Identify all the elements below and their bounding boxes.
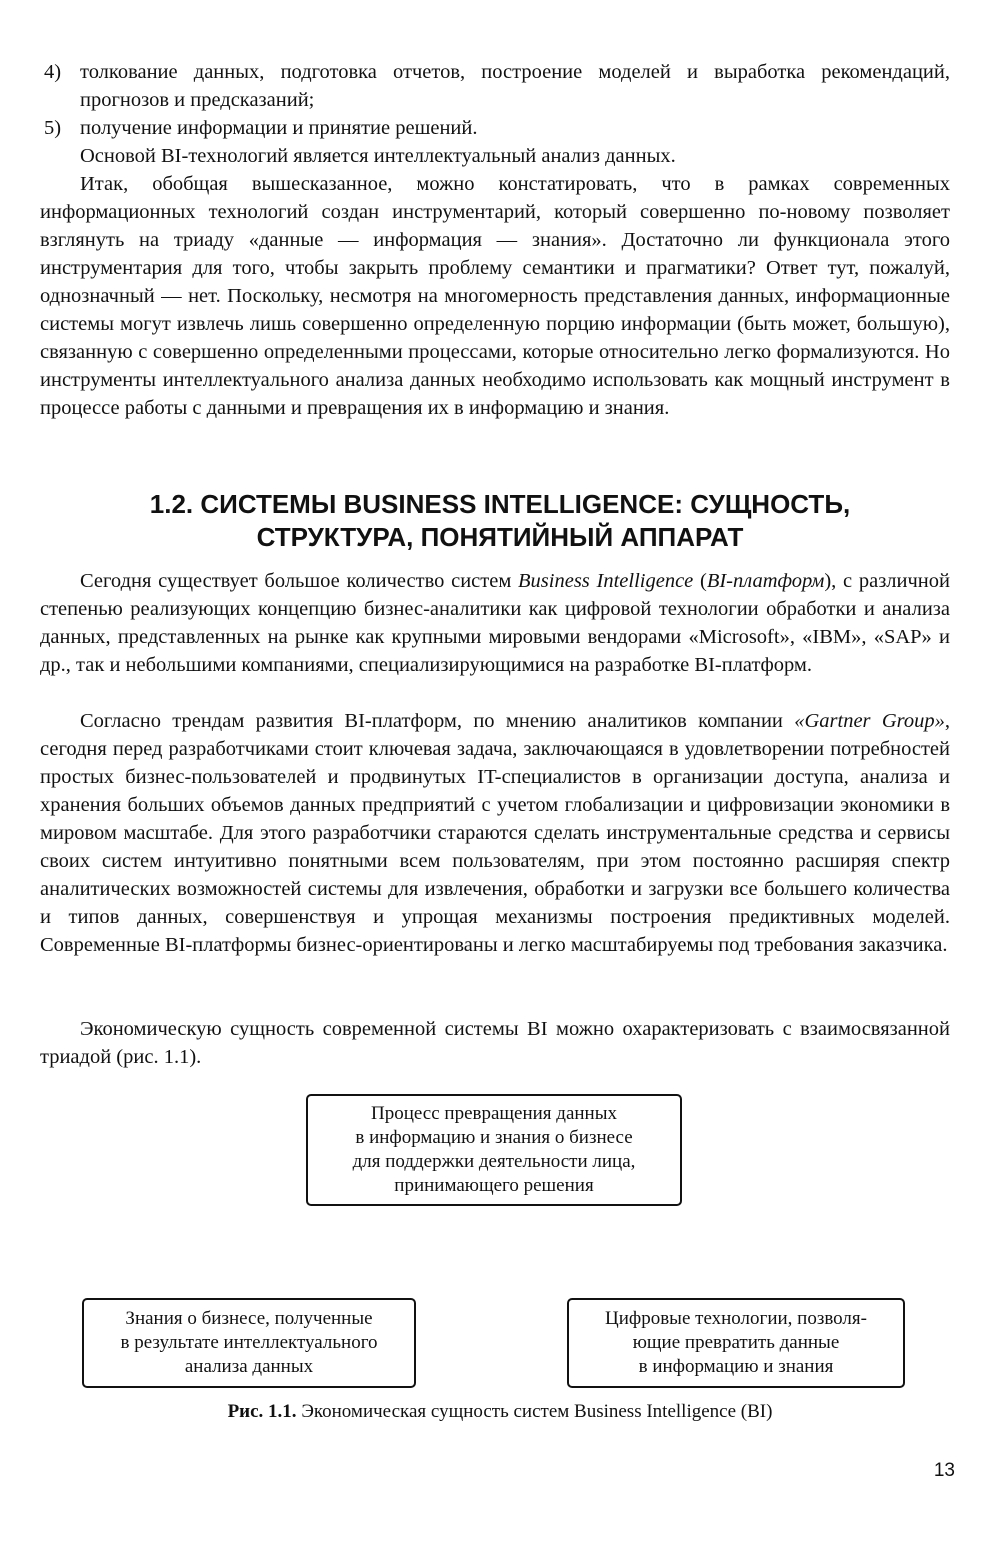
paragraph: Итак, обобщая вышесказанное, можно констатировать, что в рамках современных информационных технологий создан инструментарий, который совершенно по-новому позволяет взглянуть на триаду «данные — информация — знания». Достаточно ли функционала этого инструментария для того, чтобы закрыть проблему семантики и прагматики? Ответ тут, пожалуй, однозначный — нет. Поскольку, несмотря на многомерность представления данных, информационные системы могут извлечь лишь совершенно определенную порцию информации (быть может, большую), связанную с совершенно определенными процессами, которые относительно легко формализуются. Но инструменты интеллектуального анализа данных необходимо использовать как мощный инструмент в процессе работы с данными и превращения их в информацию и знания. [40,173,950,419]
box-line: в информацию и знания [638,1356,834,1377]
list-item-4 [44,58,950,114]
page-number: 13 [933,1460,955,1481]
box-line: для поддержки деятельности лица, [352,1151,636,1172]
heading-line: 1.2. СИСТЕМЫ BUSINESS INTELLIGENCE: СУЩНОСТЬ, [149,489,851,519]
italic-term: Business Intelligence [518,570,694,592]
box-line: Знания о бизнесе, полученные [125,1308,373,1329]
box-line: в результате интеллектуального [120,1332,378,1353]
text-run: ( [693,570,707,592]
text-run: Согласно трендам развития BI-платформ, по мнению аналитиков компании [80,710,795,732]
heading-line: СТРУКТУРА, ПОНЯТИЙНЫЙ АППАРАТ [256,522,744,552]
diagram-box-technologies [567,1298,905,1388]
diagram-box-knowledge [82,1298,416,1388]
text-run: ), с различной степенью реализующих концепцию бизнес-аналитики как цифровой технологии обработки и анализа данных, представленных на рынке как крупными мировыми вендорами «Microsoft», «IBM», «SAP» и др., так и небольшими компаниями, специализирующимися на разработке BI-платформ. [40,570,950,676]
text-run: , сегодня перед разработчиками стоит ключевая задача, заключающаяся в удовлетворении потребностей простых бизнес-пользователей и продвинутых IT-специалистов в организации доступа, анализа и хранения больших объемов данных предприятий с учетом глобализации и цифровизации экономики в мировом масштабе. Для этого разработчики стараются сделать инструментальные средства и сервисы своих систем интуитивно понятными всем пользователям, при этом постоянно расширяя спектр аналитических возможностей системы для извлечения, обработки и загрузки все большего количества и типов данных, совершенствуя и упрощая механизмы построения предиктивных моделей. Современные BI-платформы бизнес-ориентированы и легко масштабируемы под требования заказчика. [40,710,950,956]
italic-term: «Gartner Group» [794,710,945,732]
section-heading [40,488,960,554]
caption-label: Рис. 1.1. [227,1401,297,1422]
box-line: анализа данных [184,1356,314,1377]
box-line: Цифровые технологии, позволя- [605,1308,867,1329]
list-number: 4) [44,61,62,83]
paragraph [40,567,950,679]
list-item-text: получение информации и принятие решений. [80,117,478,139]
list-item-text: толкование данных, подготовка отчетов, построение моделей и выработка рекомендаций, прогнозов и предсказаний; [80,61,950,111]
paragraph: Экономическую сущность современной системы BI можно охарактеризовать с взаимосвязанной триадой (рис. 1.1). [40,1018,950,1068]
box-line: Процесс превращения данных [370,1103,617,1124]
italic-term: BI-платформ [706,570,825,592]
list-number: 5) [44,117,62,139]
box-line: ющие превратить данные [632,1332,840,1353]
figure-caption [40,1400,960,1424]
text-run: Сегодня существует большое количество систем [80,570,519,592]
box-line: принимающего решения [394,1175,594,1196]
paragraph: Основой BI-технологий является интеллектуальный анализ данных. [80,145,676,167]
caption-text: Экономическая сущность систем Business Intelligence (BI) [296,1401,773,1422]
box-line: в информацию и знания о бизнесе [355,1127,633,1148]
paragraph [40,707,950,959]
diagram-box-process [306,1094,682,1206]
list-item-5 [44,114,950,142]
